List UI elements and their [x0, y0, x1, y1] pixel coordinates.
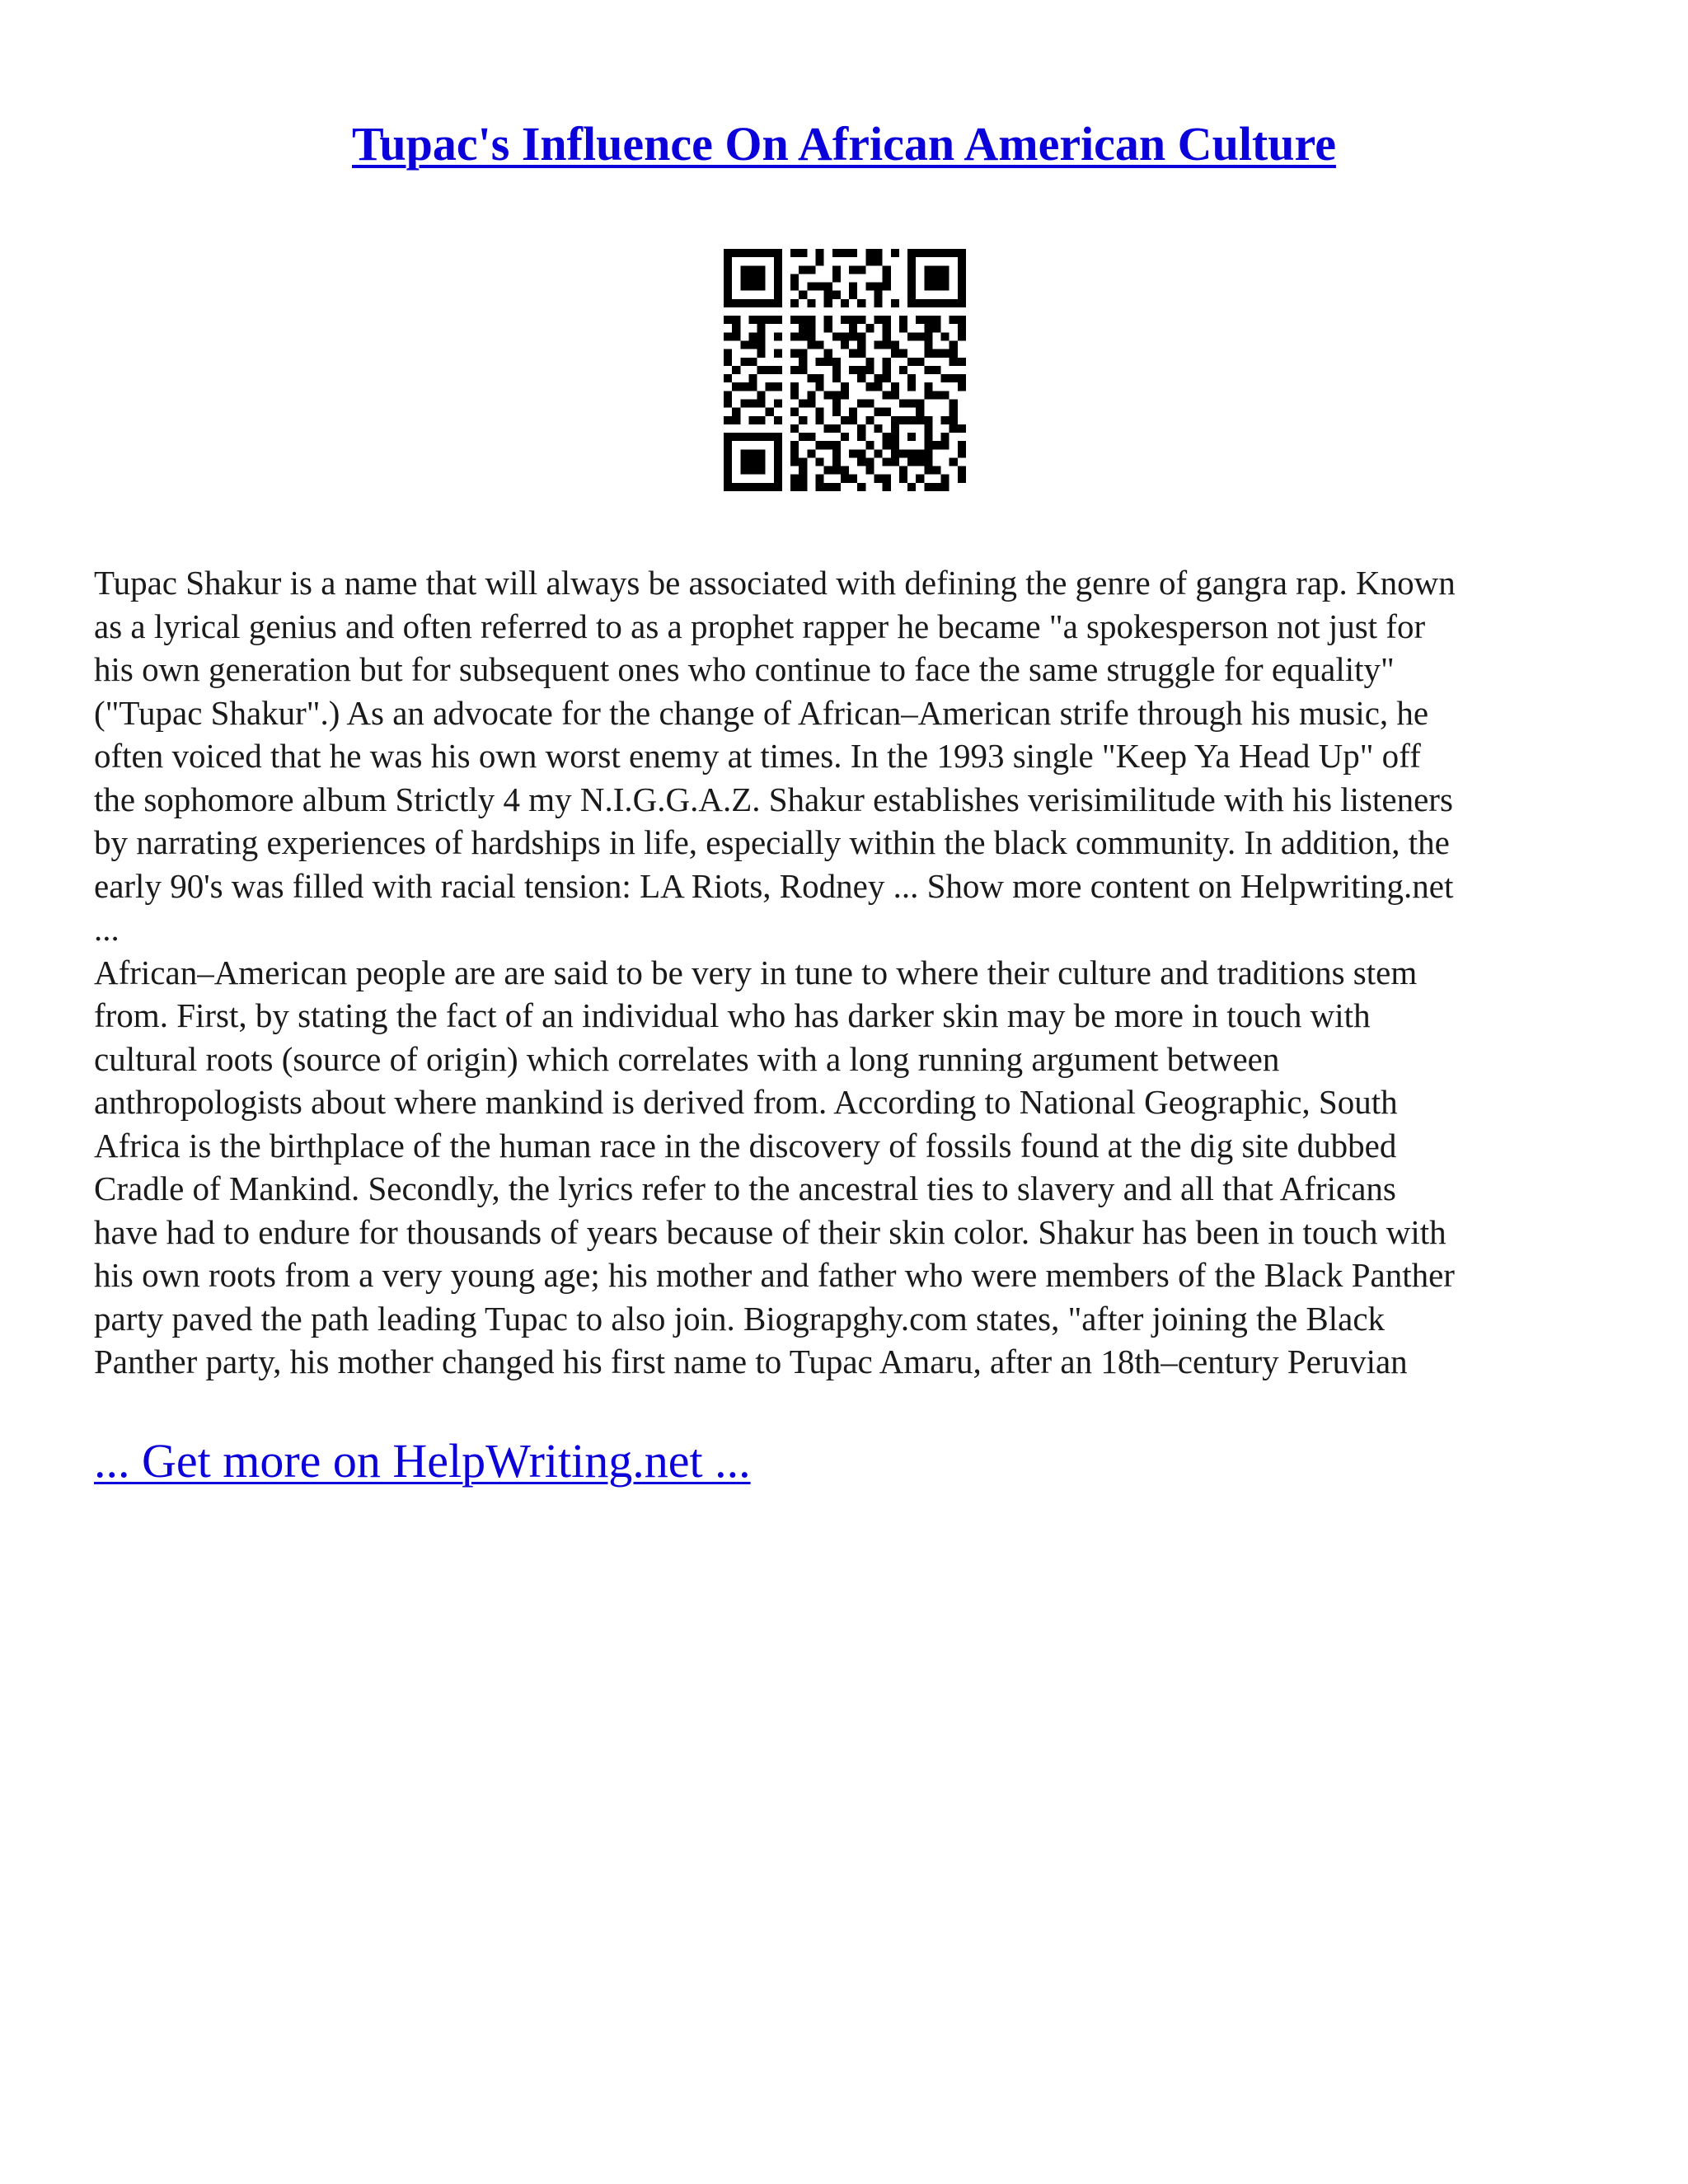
more-link-container [94, 1432, 751, 1490]
qr-code-icon [724, 249, 966, 491]
paragraph-1: Tupac Shakur is a name that will always be associated with defining the genre of gangra rap. Known as a lyrical genius and often referred to as a prophet rapper he became "a spokesperson not just for his own generation but for subsequent ones who continue to face the same struggle for equality" ("Tupac Shakur".) As an advocate for the change of African–American strife through his music, he often voiced that he was his own worst enemy at times. In the 1993 single "Keep Ya Head Up" off the sophomore album Strictly 4 my N.I.G.G.A.Z. Shakur establishes verisimilitude with his listeners by narrating experiences of hardships in life, especially within the black community. In addition, the early 90's was filled with racial tension: LA Riots, Rodney ... Show more content on Helpwriting.net ... [94, 564, 1456, 948]
title-link[interactable]: Tupac's Influence On African American Culture [352, 117, 1336, 171]
get-more-link[interactable]: ... Get more on HelpWriting.net ... [94, 1434, 751, 1488]
paragraph-2: African–American people are are said to be very in tune to where their culture and traditions stem from. First, by stating the fact of an individual who has darker skin may be more in touch with cultural roots (source of origin) which correlates with a long running argument between anthropologists about where mankind is derived from. According to National Geographic, South Africa is the birthplace of the human race in the discovery of fossils found at the dig site dubbed Cradle of Mankind. Secondly, the lyrics refer to the ancestral ties to slavery and all that Africans have had to endure for thousands of years because of their skin color. Shakur has been in touch with his own roots from a very young age; his mother and father who were members of the Black Panther party paved the path leading Tupac to also join. Biograpghy.com states, "after joining the Black Panther party, his mother changed his first name to Tupac Amaru, after an 18th–century Peruvian [94, 953, 1455, 1380]
article-body [94, 561, 1602, 1384]
page-title [0, 115, 1688, 173]
